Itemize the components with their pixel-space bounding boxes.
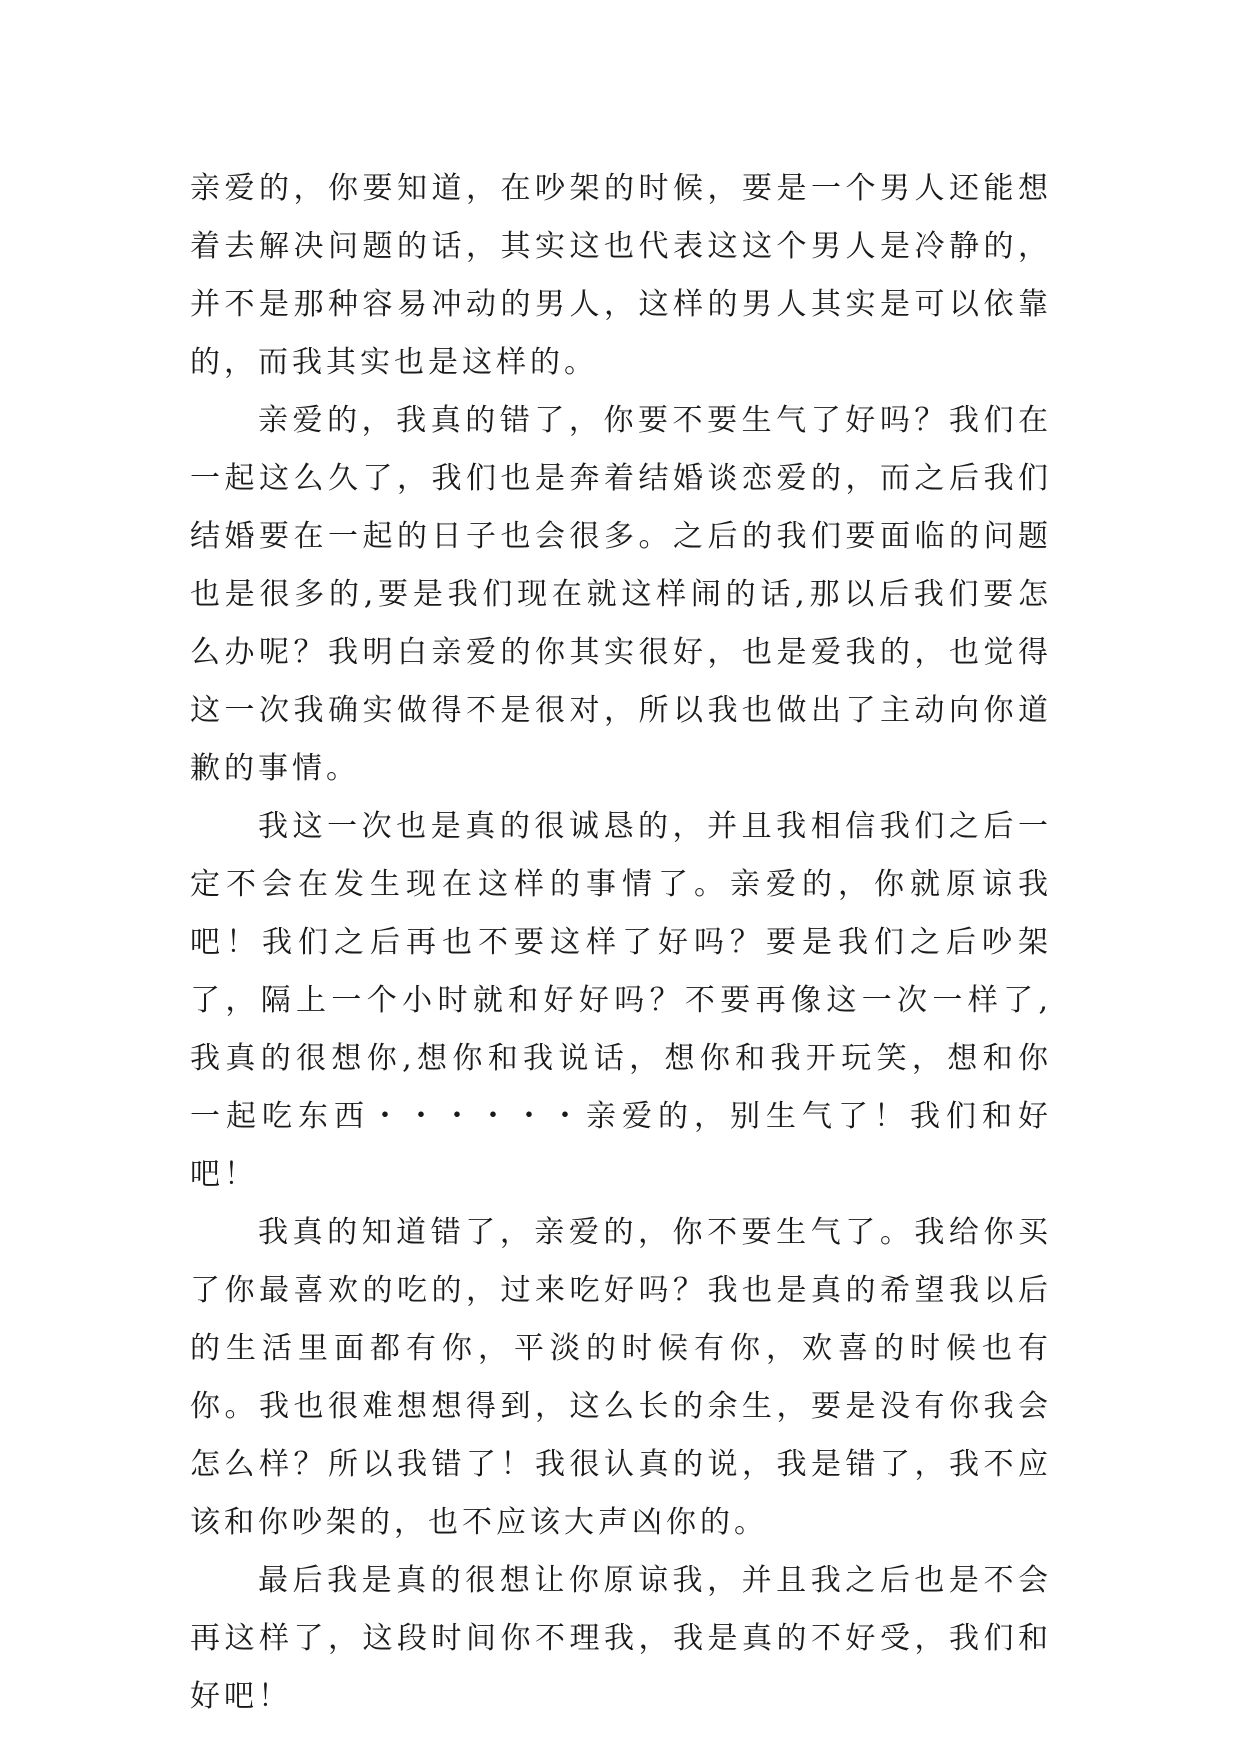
paragraph-4: 我真的知道错了，亲爱的，你不要生气了。我给你买了你最喜欢的吃的，过来吃好吗？我也是真的希望我以后的生活里面都有你，平淡的时候有你，欢喜的时候也有你。我也很难想想得到，这么长的余生，要是没有你我会怎么样？所以我错了！我很认真的说，我是错了，我不应该和你吵架的，也不应该大声凶你的。 [190, 1215, 1052, 1540]
document-body [190, 160, 1052, 1726]
paragraph-1: 亲爱的，你要知道，在吵架的时候，要是一个男人还能想着去解决问题的话，其实这也代表这这个男人是冷静的，并不是那种容易冲动的男人，这样的男人其实是可以依靠的，而我其实也是这样的。 [190, 171, 1052, 380]
paragraph-2: 亲爱的，我真的错了，你要不要生气了好吗？我们在一起这么久了，我们也是奔着结婚谈恋爱的，而之后我们结婚要在一起的日子也会很多。之后的我们要面临的问题也是很多的,要是我们现在就这样闹的话,那以后我们要怎么办呢？我明白亲爱的你其实很好，也是爱我的，也觉得这一次我确实做得不是很对，所以我也做出了主动向你道歉的事情。 [190, 403, 1052, 786]
paragraph-3: 我这一次也是真的很诚恳的，并且我相信我们之后一定不会在发生现在这样的事情了。亲爱的，你就原谅我吧！我们之后再也不要这样了好吗？要是我们之后吵架了，隔上一个小时就和好好吗？不要再像这一次一样了,我真的很想你,想你和我说话，想你和我开玩笑，想和你一起吃东西・・・・・・亲爱的，别生气了！我们和好吧！ [190, 809, 1052, 1192]
paragraph-5: 最后我是真的很想让你原谅我，并且我之后也是不会再这样了，这段时间你不理我，我是真的不好受，我们和好吧！ [190, 1563, 1052, 1714]
